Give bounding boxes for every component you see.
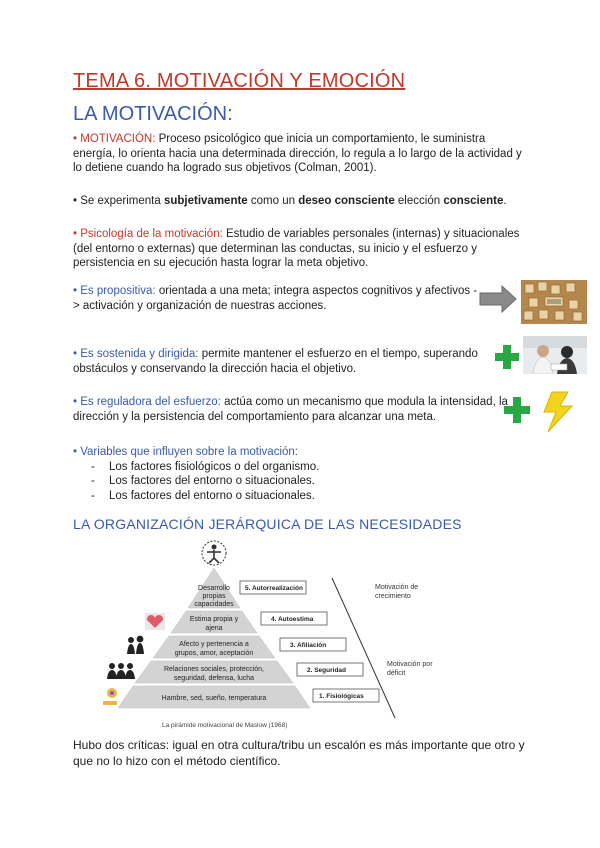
group-icon	[107, 663, 135, 679]
text: elección	[394, 195, 444, 207]
bullet: •	[73, 133, 78, 145]
level-text: Estima propia y	[189, 616, 239, 623]
label-2: 2. Seguridad	[307, 667, 347, 674]
paragraph-critiques: Hubo dos críticas: igual en otra cultura/tribu un escalón es más importante que otro y que no lo hizo con el método científico.	[73, 738, 525, 768]
arrow-right-icon	[478, 284, 518, 314]
heart-icon	[145, 613, 165, 630]
maslow-pyramid-figure	[95, 538, 455, 732]
side-label: Motivación por	[387, 661, 433, 668]
term-psicologia: Psicología de la motivación:	[80, 228, 223, 240]
scrabble-goal-image	[521, 280, 587, 324]
paragraph-reguladora	[73, 395, 513, 424]
label-1: 1. Fisiológicas	[319, 693, 364, 700]
list-item: - Los factores del entorno o situacionales.	[73, 489, 533, 504]
variables-list	[73, 460, 533, 504]
bullet: •	[73, 228, 78, 240]
variables-heading: • Variables que influyen sobre la motivación:	[73, 446, 298, 458]
paragraph-subjective	[73, 194, 525, 209]
level-text: Afecto y pertenencia a	[179, 641, 249, 648]
list-item: - Los factores del entorno o situacionales.	[73, 474, 533, 489]
body-needs-icon	[103, 688, 117, 705]
bold-consciente: consciente	[443, 195, 504, 207]
text: como un	[247, 195, 299, 207]
level-text: Relaciones sociales, protección,	[164, 666, 264, 673]
level-text: capacidades	[194, 601, 234, 608]
page-title: TEMA 6. MOTIVACIÓN Y EMOCIÓN	[73, 70, 406, 92]
variables-block	[73, 445, 533, 503]
side-label: crecimiento	[375, 593, 411, 600]
bold-deseo: deseo consciente	[298, 195, 395, 207]
term-propositiva: • Es propositiva:	[73, 285, 156, 297]
propositiva-text: orientada a una meta; integra aspectos cognitivos y afectivos -> activación y organización de nuestras acciones.	[73, 285, 478, 312]
plus-icon	[494, 344, 520, 370]
reguladora-text: actúa como un mecanismo que modula la intensidad, la dirección y la persistencia del comportamiento para alcanzar una meta.	[73, 396, 508, 423]
bold-subjetivamente: subjetivamente	[163, 195, 248, 207]
section-heading-hierarchy: LA ORGANIZACIÓN JERÁRQUICA DE LAS NECESIDADES	[73, 516, 462, 532]
term-sostenida: • Es sostenida y dirigida:	[73, 348, 199, 360]
side-label: Motivación de	[375, 584, 419, 591]
label-5: 5. Autorrealización	[245, 585, 303, 592]
paragraph-definition	[73, 132, 525, 176]
text: • Se experimenta	[73, 195, 164, 207]
level-text: ajena	[205, 625, 223, 632]
level-text: Desarrollo	[198, 585, 230, 592]
paragraph-psychology	[73, 227, 525, 271]
term-motivacion: MOTIVACIÓN:	[80, 133, 156, 145]
level-text: grupos, amor, aceptación	[174, 650, 254, 657]
sostenida-text: permite mantener el esfuerzo en el tiempo, superando obstáculos y conservando la dirección hacia el objetivo.	[73, 348, 478, 375]
level-text: propias	[202, 593, 226, 600]
level-text: seguridad, defensa, lucha	[173, 675, 255, 682]
paragraph-sostenida	[73, 347, 478, 376]
term-reguladora: • Es reguladora del esfuerzo:	[73, 396, 221, 408]
lightning-icon	[538, 390, 578, 434]
figure-caption: La pirámide motivacional de Maslow (1968)	[162, 722, 288, 729]
section-heading-motivation: LA MOTIVACIÓN:	[73, 103, 233, 125]
family-icon	[127, 636, 144, 654]
paragraph-propositiva	[73, 284, 478, 313]
label-3: 3. Afiliación	[290, 642, 327, 649]
side-label: déficit	[387, 670, 406, 677]
text: .	[503, 195, 507, 207]
plus-icon	[503, 396, 531, 424]
psychology-text: Estudio de variables personales (internas) y situacionales (del entorno o externas) que determinan las conductas, su inicio y el esfuerzo y persistencia en su ejecución hasta lograr la meta objetivo.	[73, 228, 520, 269]
list-item: - Los factores fisiológicos o del organismo.	[73, 460, 533, 475]
label-4: 4. Autoestima	[271, 616, 314, 623]
study-photo-image	[523, 336, 587, 374]
definition-text: Proceso psicológico que inicia un comportamiento, le suministra energía, lo orienta hacia una determinada dirección, lo regula a lo largo de la actividad y lo detiene cuando ha logrado sus objetivos (Colman, 2001).	[73, 133, 522, 174]
self-actualization-icon	[202, 541, 226, 565]
level-text: Hambre, sed, sueño, temperatura	[161, 695, 267, 702]
